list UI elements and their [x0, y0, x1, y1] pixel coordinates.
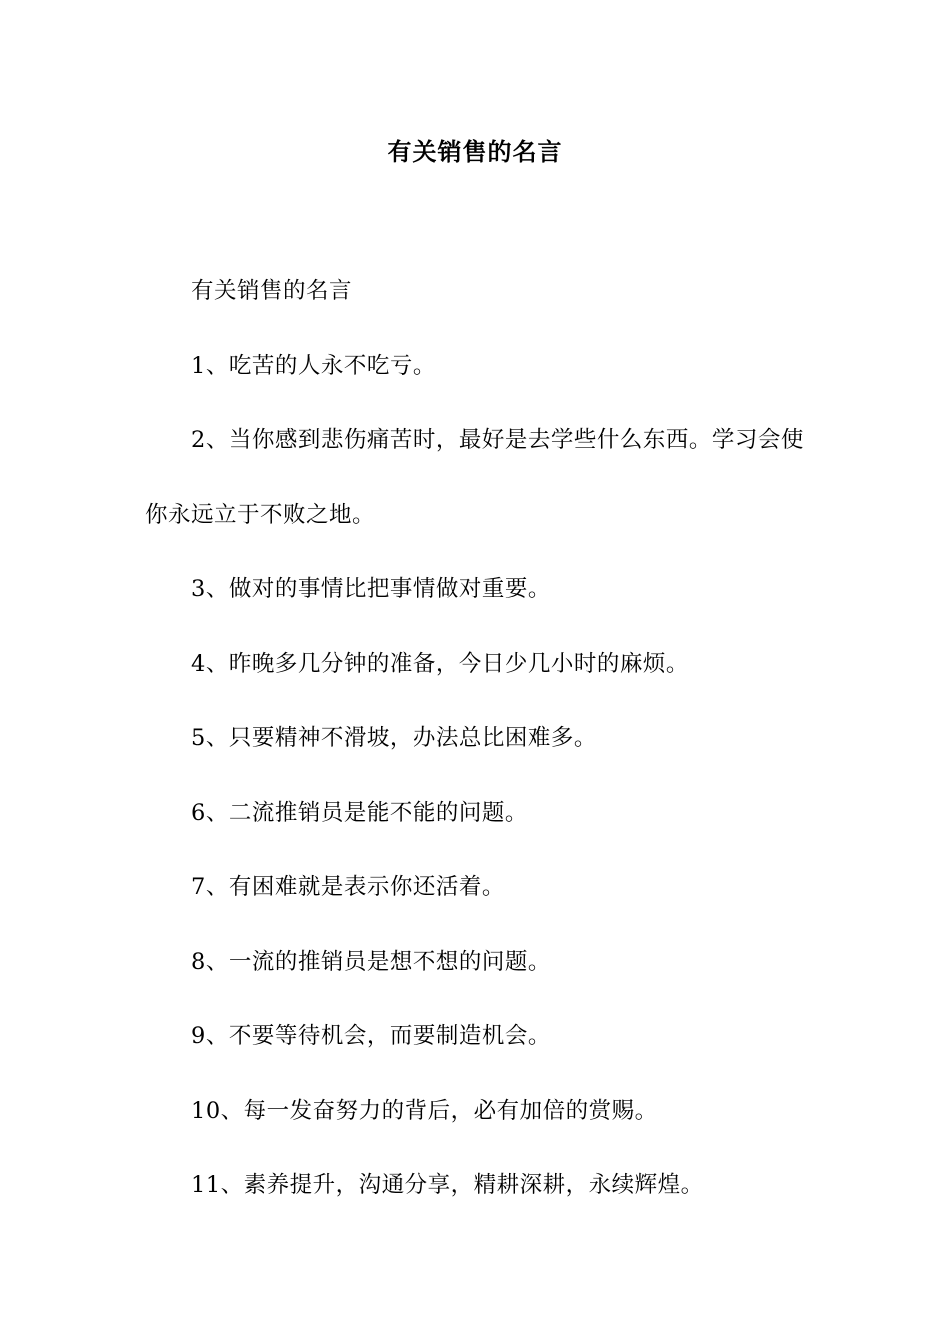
document-title: 有关销售的名言 [387, 137, 563, 166]
document-body [145, 254, 810, 1223]
quote-4: 4、昨晚多几分钟的准备，今日少几小时的麻烦。 [191, 650, 689, 677]
quote-1: 1、吃苦的人永不吃亏。 [191, 352, 436, 379]
quote-2: 2、当你感到悲伤痛苦时，最好是去学些什么东西。学习会使你永远立于不败之地。 [145, 427, 804, 528]
quote-11: 11、素养提升，沟通分享，精耕深耕，永续辉煌。 [191, 1172, 704, 1198]
quote-9: 9、不要等待机会，而要制造机会。 [191, 1023, 551, 1049]
quote-5: 5、只要精神不滑坡，办法总比困难多。 [191, 725, 597, 751]
paragraph-heading: 有关销售的名言 [191, 278, 353, 304]
quote-10: 10、每一发奋努力的背后，必有加倍的赏赐。 [191, 1097, 658, 1124]
quote-7: 7、有困难就是表示你还活着。 [191, 874, 505, 900]
quote-6: 6、二流推销员是能不能的问题。 [191, 799, 528, 826]
quote-3: 3、做对的事情比把事情做对重要。 [191, 576, 551, 602]
quote-8: 8、一流的推销员是想不想的问题。 [191, 948, 551, 975]
